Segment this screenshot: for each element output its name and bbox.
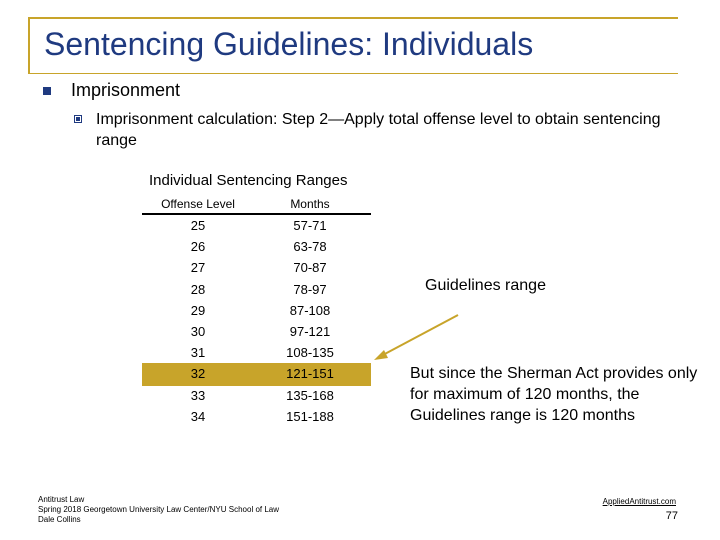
- months-cell: 70-87: [293, 260, 327, 276]
- footer-author: Dale Collins: [38, 515, 81, 524]
- header-months: Months: [290, 197, 330, 211]
- months-cell: 151-188: [286, 408, 334, 424]
- offense-level-cell: 30: [190, 323, 206, 339]
- bullet-imprisonment: Imprisonment: [71, 80, 181, 100]
- offense-level-cell: 31: [190, 345, 206, 361]
- table-title: Individual Sentencing Ranges: [149, 172, 348, 189]
- offense-level-cell: 32: [190, 366, 206, 382]
- sherman-act-note: But since the Sherman Act provides only for maximum of 120 months, the Guidelines range is 120 months: [410, 365, 698, 424]
- offense-level-cell: 34: [190, 408, 206, 424]
- months-cell: 87-108: [289, 302, 331, 318]
- arrowhead-icon: [374, 350, 388, 360]
- bullet-step2: Imprisonment calculation: Step 2—Apply total offense level to obtain sentencing range: [96, 111, 661, 149]
- header-offense-level: Offense Level: [161, 197, 235, 211]
- months-cell: 57-71: [293, 218, 327, 233]
- months-cell: 63-78: [293, 239, 327, 255]
- footer-website-link[interactable]: AppliedAntitrust.com: [602, 497, 676, 506]
- offense-level-cell: 25: [190, 218, 206, 233]
- months-cell: 97-121: [289, 323, 331, 339]
- page-number: 77: [665, 510, 678, 522]
- callout-arrow-line: [381, 315, 458, 356]
- months-cell: 78-97: [293, 281, 327, 297]
- offense-level-cell: 28: [190, 281, 206, 297]
- offense-level-cell: 26: [190, 239, 206, 255]
- footer-credits: [38, 495, 279, 525]
- footer-term: Spring 2018 Georgetown University Law Center/NYU School of Law: [38, 505, 280, 514]
- slide-title: Sentencing Guidelines: Individuals: [44, 26, 534, 62]
- guidelines-range-label: Guidelines range: [425, 277, 546, 294]
- months-cell: 108-135: [286, 345, 334, 361]
- offense-level-cell: 27: [190, 260, 206, 276]
- offense-level-cell: 33: [190, 387, 206, 403]
- offense-level-cell: 29: [190, 302, 206, 318]
- footer-course: Antitrust Law: [38, 495, 85, 504]
- months-cell: 121-151: [286, 366, 334, 382]
- months-cell: 135-168: [286, 387, 334, 403]
